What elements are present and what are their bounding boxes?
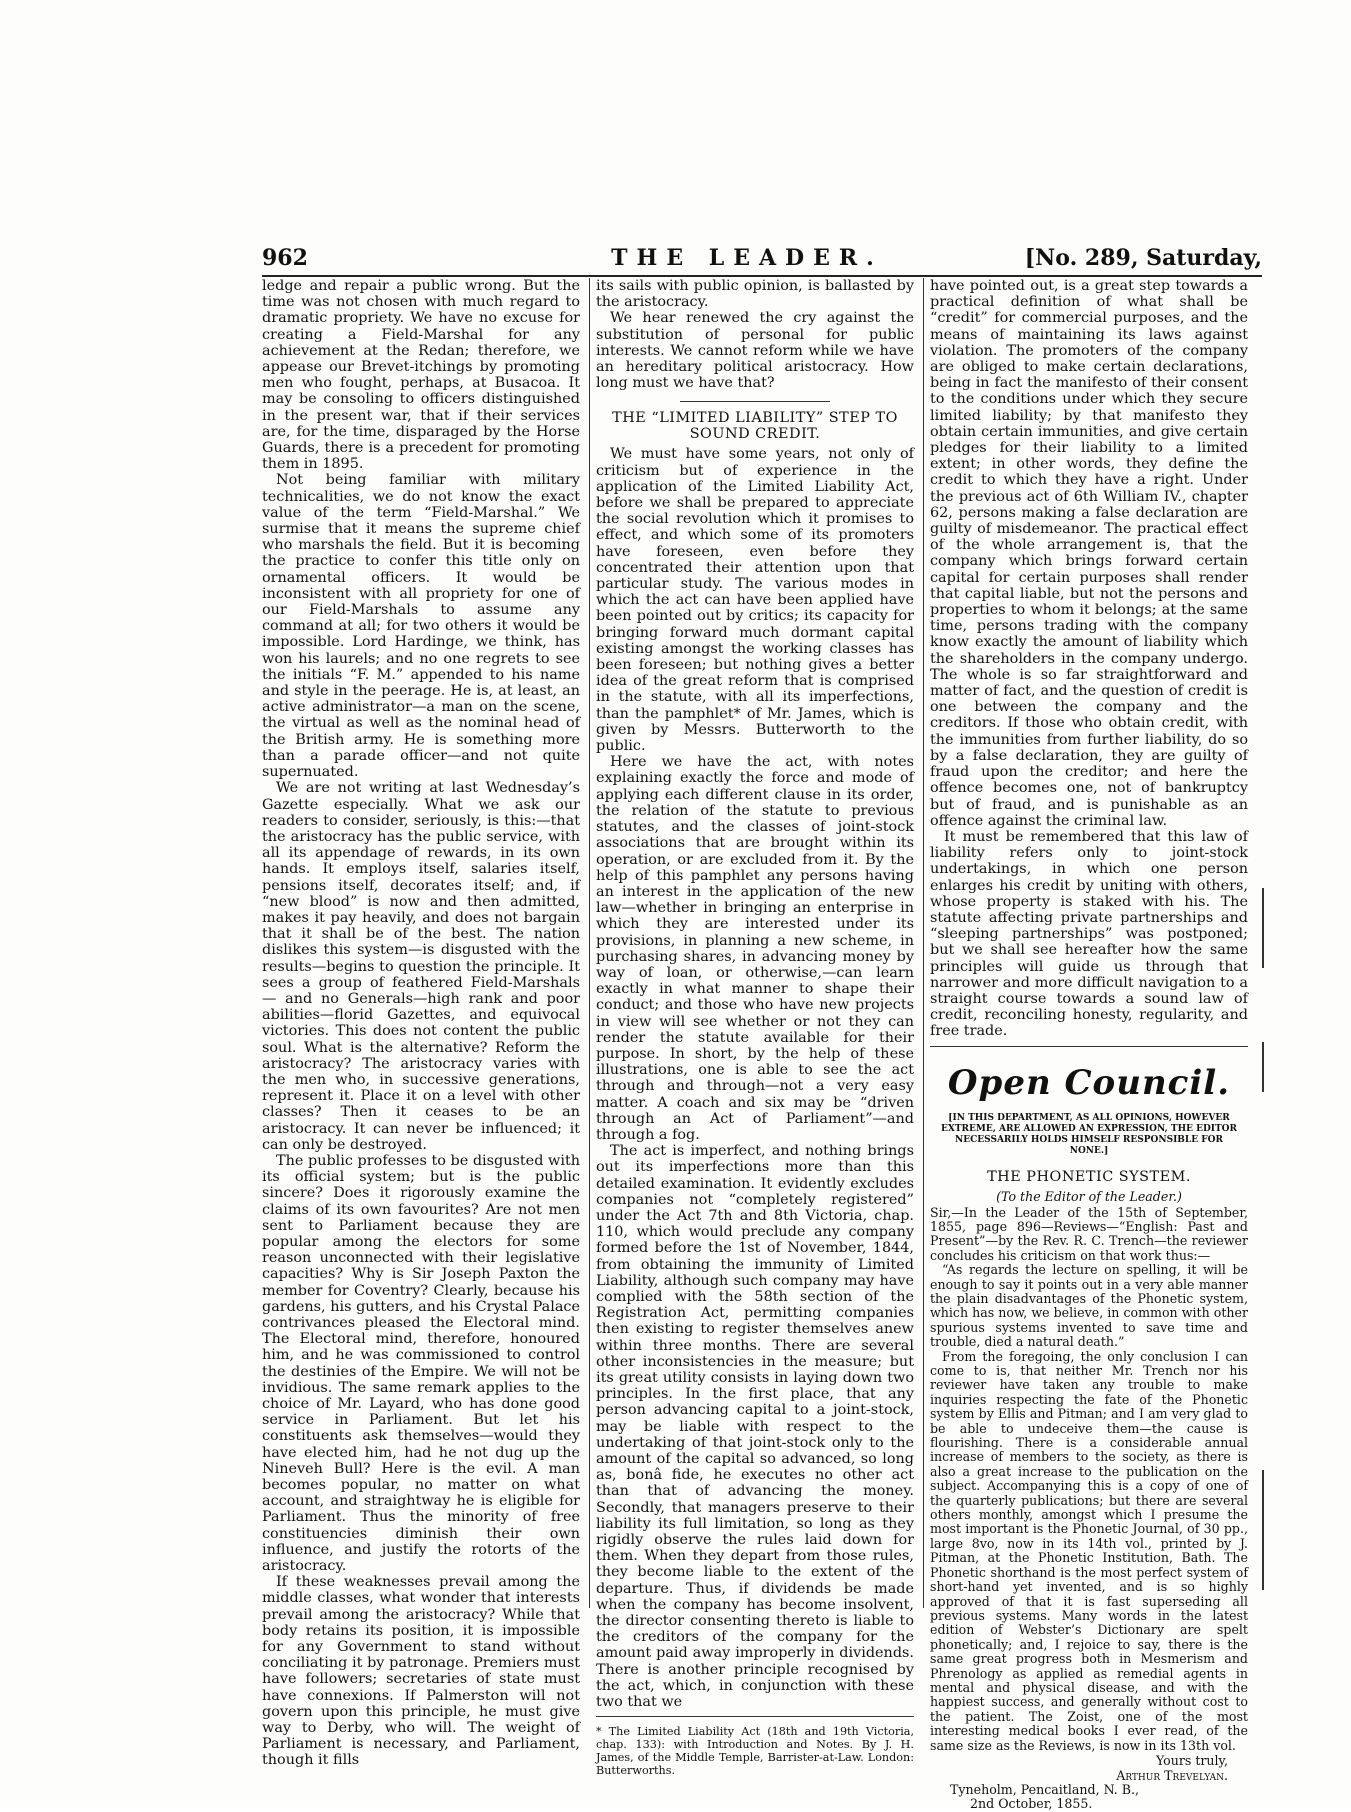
paragraph: Not being familiar with military technicalities, we do not know the exact value of the term “Field-Marshal.” We surmise that it means the supreme chief who marshals the field. But it is becoming the practice to confer this title only on ornamental officers. It would be inconsistent with all propriety for one of our Field-Marshals to assume any command at all; for two others it would be impossible. Lord Hardinge, we think, has won his laurels; and no one regrets to see the initials “F. M.” appended to his name and style in the peerage. He is, at least, an active administrator—a man on the scene, the virtual as well as the nominal head of the British army. He is something more than a parade officer—and not quite supernuated. bbox=[262, 472, 580, 781]
disclaimer: [IN THIS DEPARTMENT, AS ALL OPINIONS, HOWEVER EXTREME, ARE ALLOWED AN EXPRESSION, THE EDITOR NECESSARILY HOLDS HIMSELF RESPONSIBLE FOR NONE.] bbox=[941, 1112, 1237, 1156]
paragraph: We hear renewed the cry against the substitution of personal for public interests. We cannot reform while we have an hereditary political aristocracy. How long must we have that? bbox=[596, 310, 914, 392]
paragraph: We must have some years, not only of criticism but of experience in the application of the Limited Liability Act, before we shall be prepared to appreciate the social revolution which it promises to effect, and which some of its promoters have foreseen, even before they concentrated their attention upon that particular study. The various modes in which the act can have been applied have been pointed out by critics; its capacity for bringing forward much dormant capital existing amongst the working classes has been foreseen; but nothing gives a better idea of the great reform that is comprised in the statute, with all its imperfections, than the pamphlet* of Mr. James, which is given by Messrs. Butterworth to the public. bbox=[596, 446, 914, 755]
letter-date: 2nd October, 1855. bbox=[970, 1796, 1093, 1812]
letter-address: Tyneholm, Pencaitland, N. B., bbox=[950, 1781, 1140, 1797]
section-title: Open Council. bbox=[947, 1062, 1231, 1103]
letter-signature: Arthur Trevelyan. bbox=[1116, 1767, 1228, 1783]
newspaper-title: THE LEADER. bbox=[611, 245, 883, 271]
footnote: * The Limited Liability Act (18th and 19th Victoria, chap. 133): with Introduction and Notes. By J. H. James, of the Middle Temple, Barrister-at-Law. London: Butterworths. bbox=[596, 1725, 914, 1778]
paragraph: ledge and repair a public wrong. But the time was not chosen with much regard to dramatic propriety. We have no excuse for creating a Field-Marshal for any achievement at the Redan; therefore, we appease our Brevet-itchings by promoting men who fought, perhaps, at Busacoa. It may be consoling to officers distinguished in the present war, that if their services are, for the time, disparaged by the Horse Guards, there is a precedent for promoting them in 1895. bbox=[262, 278, 580, 473]
paragraph: its sails with public opinion, is ballasted by the aristocracy. bbox=[596, 278, 914, 311]
paragraph: If these weaknesses prevail among the middle classes, what wonder that interests prevail among the aristocracy? While that body retains its position, it is impossible for any Government to stand without conciliating it by patronage. Premiers must have followers; secretaries of state must have connexions. If Palmerston will not govern upon this principle, he must give way to Derby, who will. The weight of Parliament is necessary, and Parliament, though it fills bbox=[262, 1574, 580, 1769]
article-heading: THE “LIMITED LIABILITY” STEP TO SOUND CREDIT. bbox=[612, 410, 898, 443]
page-number: 962 bbox=[262, 245, 308, 271]
letter-addressee: (To the Editor of the Leader.) bbox=[996, 1188, 1182, 1204]
margin-mark bbox=[1262, 888, 1264, 968]
paragraph: We are not writing at last Wednesday’s Gazette especially. What we ask our readers to consider, seriously, is this:—that the aristocracy has the public service, with all its appendage of rewards, in its own hands. It employs itself, salaries itself, pensions itself, decorates itself; and, if “new blood” is now and then admitted, makes it pay heavily, and does not bargain that it shall be of the best. The nation dislikes this system—is disgusted with the results—begins to question the principle. It sees a group of feathered Field-Marshals — and no Generals—high rank and poor abilities—florid Gazettes, and equivocal victories. This does not content the public soul. What is the alternative? Reform the aristocracy? The aristocracy varies with the men who, in successive generations, represent it. Place it on a level with other classes? Then it ceases to be an aristocracy. It can never be influenced; it can only be destroyed. bbox=[262, 780, 580, 1153]
letter-paragraph: From the foregoing, the only conclusion I can come to is, that neither Mr. Trench nor his reviewer have taken any trouble to make inquiries respecting the fate of the Phonetic system by Ellis and Pitman; and I am very glad to be able to undeceive them—the cause is flourishing. There is a considerable annual increase of members to the society, as there is also a great increase to the publication on the subject. Accompanying this is a copy of one of the quarterly publications; but there are several others monthly, amongst which I presume the most important is the Phonetic Journal, of 30 pp., large 8vo, now in its 14th vol., printed by J. Pitman, at the Phonetic Institution, Bath. The Phonetic shorthand is the most perfect system of short-hand yet invented, and is so highly approved of that it is fast superseding all previous systems. Many words in the latest edition of Webster’s Dictionary are spelt phonetically; and, I rejoice to say, there is the same great progress both in Mesmerism and Phrenology as applied as remedial agents in mental and physical disease, and with the happiest success, and generally without cost to the patient. The Zoist, one of the most interesting medical books I ever read, of the same size as the Reviews, is now in its 13th vol. bbox=[930, 1348, 1248, 1753]
issue-number: [No. 289, Saturday, bbox=[1024, 245, 1262, 271]
divider bbox=[680, 401, 830, 402]
column-divider bbox=[923, 278, 924, 1608]
masthead-rule bbox=[262, 275, 1262, 277]
column-2 bbox=[596, 278, 914, 1778]
paragraph: Here we have the act, with notes explaining exactly the force and mode of applying each different clause in its order, the relation of the statute to previous statutes, and the classes of joint-stock associations that are brought within its operation, or are excluded from it. By the help of this pamphlet any persons having an interest in the application of the new law—whether in bringing an enterprise in which they are interested under its provisions, in planning a new scheme, in purchasing shares, in advancing money by way of loan, or otherwise,—can learn exactly in what manner to shape their conduct; and those who have new projects in view will see whether or not they can render the statute available for their purpose. In short, by the help of these illustrations, one is able to see the act through and through—not a very easy matter. A coach and six may be “driven through an Act of Parliament”—and through a fog. bbox=[596, 754, 914, 1143]
letter-closing: Yours truly, bbox=[1155, 1752, 1228, 1768]
margin-mark bbox=[1262, 1470, 1264, 1590]
masthead bbox=[262, 245, 1262, 273]
letter-title: THE PHONETIC SYSTEM. bbox=[987, 1168, 1191, 1185]
footnote-rule bbox=[596, 1716, 914, 1717]
paragraph: The public professes to be disgusted with its official system; but is the public sincere? Does it rigorously examine the claims of its own favourites? Are not men sent to Parliament because they are popular among the electors for some reason unconnected with their legislative capacities? Why is Sir Joseph Paxton the member for Coventry? Clearly, because his gardens, his gutters, and his Crystal Palace contrivances pleased the Electoral mind. The Electoral mind, therefore, honoured him, and he was commissioned to control the destinies of the Empire. We will not be invidious. The same remark applies to the choice of Mr. Layard, who has done good service in Parliament. But let his constituents ask themselves—would they have elected him, had he not dug up the Nineveh Bull? Here is the evil. A man becomes popular, no matter on what account, and straightway he is eligible for Parliament. Thus the minority of free constituencies diminish their own influence, and justify the rotorts of the aristocracy. bbox=[262, 1152, 580, 1575]
paragraph: The act is imperfect, and nothing brings out its imperfections more than this detailed examination. It evidently excludes companies not “completely registered” under the Act 7th and 8th Victoria, chap. 110, which would preclude any company formed before the 1st of November, 1844, from obtaining the immunity of Limited Liability, although such company may have complied with the 58th section of the Registration Act, permitting companies then existing to register themselves anew within three months. There are several other inconsistencies in the measure; but its great utility consists in laying down two principles. In the first place, that any person advancing capital to a joint-stock, may be liable with respect to the undertaking of that joint-stock only to the amount of the capital so advanced, so long as, bonâ fide, he executes no other act than that of advancing the money. Secondly, that managers preserve to their liability its full limitation, so long as they rigidly observe the rules laid down for them. When they depart from those rules, they become liable to the extent of the departure. Thus, if dividends be made when the company has become insolvent, the director consenting thereto is liable to the creditors of the company for the amount paid away improperly in dividends. There is another principle recognised by the act, which, in conjunction with these two that we bbox=[596, 1143, 914, 1711]
letter-quote: “As regards the lecture on spelling, it will be enough to say it points out in a very able manner the plain disadvantages of the Phonetic system, which has now, we believe, in common with other spurious systems invented to save time and trouble, died a natural death.” bbox=[930, 1262, 1248, 1350]
column-1 bbox=[262, 278, 580, 1769]
paragraph: It must be remembered that this law of liability refers only to joint-stock undertakings, in which one person enlarges his credit by uniting with others, whose property is staked with his. The statute affecting private partnerships and “sleeping partnerships” was postponed; but we shall see hereafter how the same principles will guide us through that narrower and more difficult navigation to a straight course towards a sound law of credit, reconciling honesty, regularity, and free trade. bbox=[930, 828, 1248, 1040]
divider bbox=[930, 1046, 1248, 1047]
paragraph: have pointed out, is a great step towards a practical definition of what shall be “credit” for commercial purposes, and the means of maintaining its laws against violation. The promoters of the company are obliged to make certain declarations, being in fact the manifesto of their consent to the conditions under which they secure limited liability; by that manifesto they obtain certain immunities, and give certain pledges for their liability to a limited extent; in other words, they define the credit to which they have a right. Under the previous act of 6th William IV., chapter 62, persons making a false declaration are guilty of misdemeanor. The practical effect of the whole arrangement is, that the company which brings forward certain capital for certain purposes shall render that capital liable, but not the persons and properties to whom it belongs; at the same time, persons trading with the company know exactly the amount of liability which the shareholders in the company undergo. The whole is so far straightforward and matter of fact, and the question of credit is one between the company and the creditors. If those who obtain credit, with the immunities from further liability, do so by a false declaration, they are guilty of fraud upon the creditor; and here the offence becomes one, not of bankruptcy but of fraud, and is punishable as an offence against the criminal law. bbox=[930, 278, 1248, 829]
column-3 bbox=[930, 278, 1248, 1812]
margin-mark bbox=[1262, 1042, 1264, 1092]
column-divider bbox=[589, 278, 590, 1608]
letter-paragraph: Sir,—In the Leader of the 15th of September, 1855, page 896—Reviews—“English: Past and Present”—by the Rev. R. C. Trench—the reviewer concludes his criticism on that work thus:— bbox=[930, 1204, 1248, 1263]
